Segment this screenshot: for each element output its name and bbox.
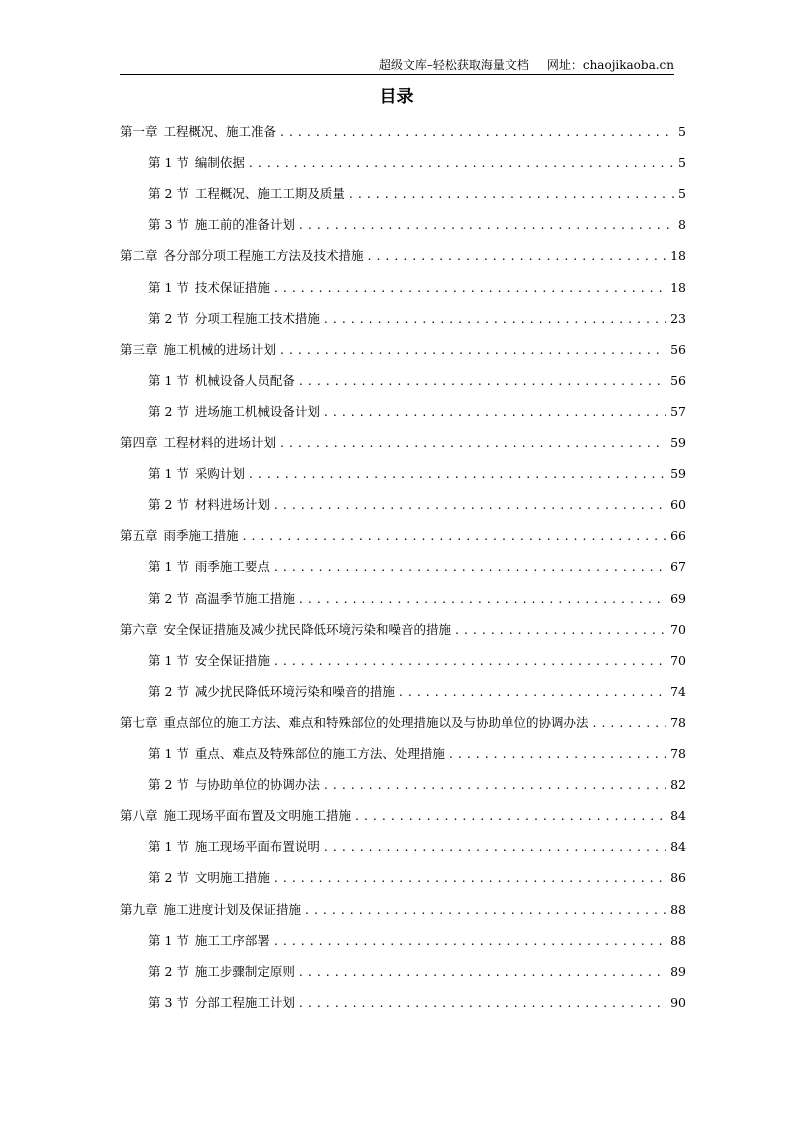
toc-chapter-entry[interactable] [120, 341, 686, 359]
toc-leader-dots [355, 807, 666, 825]
toc-entry-title: 施工工序部署 [194, 932, 270, 948]
toc-entry-title: 技术保证措施 [194, 279, 270, 295]
toc-entry-title: 工程概况、施工工期及质量 [194, 186, 345, 202]
toc-entry-page-number: 89 [670, 963, 686, 979]
toc-chapter-entry[interactable] [120, 714, 686, 732]
toc-leader-dots [274, 558, 666, 576]
toc-entry-label: 第一章 [120, 124, 158, 139]
toc-chapter-entry[interactable] [120, 123, 686, 141]
toc-entry-title: 雨季施工措施 [163, 528, 239, 544]
toc-section-entry[interactable] [148, 776, 686, 794]
toc-entry-page-number: 69 [670, 590, 686, 606]
toc-section-entry[interactable] [148, 185, 686, 203]
toc-entry-page-number: 59 [670, 466, 686, 482]
toc-chapter-entry[interactable] [120, 901, 686, 919]
toc-entry-label: 第五章 [120, 528, 158, 544]
toc-entry-page-number: 18 [670, 248, 686, 264]
toc-entry-label: 第 1 节 [148, 839, 189, 855]
toc-entry-title: 减少扰民降低环境污染和噪音的措施 [194, 683, 395, 699]
toc-leader-dots [299, 963, 666, 981]
toc-section-entry[interactable] [148, 465, 686, 483]
toc-section-entry[interactable] [148, 745, 686, 763]
toc-entry-page-number: 18 [670, 279, 686, 295]
toc-entry-label: 第四章 [120, 435, 158, 450]
page-title: 目录 [379, 87, 414, 107]
toc-section-entry[interactable] [148, 963, 686, 981]
toc-entry-page-number: 56 [670, 341, 686, 357]
toc-entry-page-number: 70 [670, 652, 686, 668]
toc-entry-label: 第 1 节 [148, 372, 189, 388]
toc-entry-label: 第二章 [120, 248, 158, 264]
toc-entry-title: 重点部位的施工方法、难点和特殊部位的处理措施以及与协助单位的协调办法 [163, 714, 589, 730]
toc-entry-page-number: 66 [670, 528, 686, 544]
toc-entry-page-number: 59 [670, 435, 686, 450]
toc-entry-page-number: 23 [670, 310, 686, 326]
toc-leader-dots [243, 527, 667, 545]
toc-entry-title: 高温季节施工措施 [194, 590, 295, 606]
toc-leader-dots [299, 372, 666, 390]
toc-leader-dots [299, 590, 666, 608]
toc-entry-label: 第 2 节 [148, 777, 189, 793]
toc-section-entry[interactable] [148, 869, 686, 887]
toc-entry-page-number: 8 [678, 217, 686, 233]
toc-entry-label: 第 2 节 [148, 497, 189, 513]
toc-entry-page-number: 78 [670, 746, 686, 761]
toc-entry-title: 各分部分项工程施工方法及技术措施 [163, 248, 364, 264]
toc-section-entry[interactable] [148, 683, 686, 701]
toc-entry-title: 与协助单位的协调办法 [194, 777, 320, 793]
toc-entry-page-number: 5 [678, 155, 686, 171]
toc-entry-title: 施工机械的进场计划 [163, 341, 277, 357]
toc-leader-dots [299, 216, 674, 234]
toc-section-entry[interactable] [148, 590, 686, 608]
toc-entry-label: 第 2 节 [148, 683, 189, 699]
toc-entry-label: 第 1 节 [148, 932, 189, 948]
toc-entry-label: 第七章 [120, 714, 158, 730]
toc-entry-title: 施工步骤制定原则 [194, 963, 295, 979]
toc-entry-label: 第 1 节 [148, 155, 189, 171]
toc-entry-title: 工程概况、施工准备 [163, 124, 277, 139]
toc-entry-label: 第 1 节 [148, 652, 189, 668]
toc-section-entry[interactable] [148, 279, 686, 297]
toc-leader-dots [349, 185, 674, 203]
toc-entry-title: 施工现场平面布置说明 [194, 839, 320, 855]
toc-section-entry[interactable] [148, 558, 686, 576]
toc-leader-dots [274, 279, 666, 297]
toc-leader-dots [455, 621, 666, 639]
toc-leader-dots [368, 247, 667, 265]
toc-entry-label: 第 3 节 [148, 994, 189, 1010]
toc-entry-page-number: 88 [670, 932, 686, 948]
toc-entry-title: 采购计划 [194, 466, 245, 482]
toc-leader-dots [274, 496, 666, 514]
toc-entry-label: 第八章 [120, 808, 158, 824]
toc-entry-label: 第 1 节 [148, 466, 189, 482]
toc-entry-title: 施工前的准备计划 [194, 217, 295, 233]
toc-entry-page-number: 84 [670, 839, 686, 855]
toc-entry-title: 编制依据 [194, 155, 245, 171]
toc-leader-dots [274, 869, 666, 887]
toc-entry-page-number: 57 [670, 403, 686, 419]
toc-entry-title: 安全保证措施及减少扰民降低环境污染和噪音的措施 [163, 621, 452, 637]
toc-leader-dots [280, 341, 666, 359]
toc-entry-page-number: 67 [670, 559, 686, 575]
toc-section-entry[interactable] [148, 154, 686, 172]
toc-leader-dots [299, 994, 666, 1012]
toc-chapter-entry[interactable] [120, 807, 686, 825]
header-site-text: 超级文库–轻松获取海量文档 [378, 58, 529, 72]
toc-chapter-entry[interactable] [120, 434, 686, 452]
toc-chapter-entry[interactable] [120, 247, 686, 265]
toc-leader-dots [280, 123, 674, 141]
toc-entry-label: 第 2 节 [148, 870, 189, 886]
toc-leader-dots [274, 932, 666, 950]
toc-section-entry[interactable] [148, 372, 686, 390]
toc-entry-label: 第三章 [120, 341, 158, 357]
toc-entry-page-number: 70 [670, 621, 686, 637]
toc-leader-dots [274, 652, 666, 670]
toc-entry-label: 第 1 节 [148, 279, 189, 295]
toc-entry-title: 分项工程施工技术措施 [194, 310, 320, 326]
toc-entry-page-number: 60 [670, 497, 686, 513]
toc-entry-label: 第 2 节 [148, 186, 189, 202]
toc-entry-page-number: 78 [670, 714, 686, 730]
toc-leader-dots [324, 776, 666, 794]
toc-section-entry[interactable] [148, 216, 686, 234]
toc-entry-title: 进场施工机械设备计划 [194, 403, 320, 419]
toc-section-entry[interactable] [148, 932, 686, 950]
toc-entry-label: 第 3 节 [148, 217, 189, 233]
toc-leader-dots [324, 838, 666, 856]
toc-entry-title: 重点、难点及特殊部位的施工方法、处理措施 [194, 746, 445, 761]
toc-chapter-entry[interactable] [120, 621, 686, 639]
toc-leader-dots [249, 154, 674, 172]
toc-leader-dots [593, 714, 667, 732]
toc-leader-dots [305, 901, 666, 919]
toc-entry-page-number: 84 [670, 808, 686, 824]
toc-entry-page-number: 5 [678, 186, 686, 202]
toc-section-entry[interactable] [148, 496, 686, 514]
toc-entry-label: 第九章 [120, 901, 158, 917]
toc-section-entry[interactable] [148, 838, 686, 856]
toc-entry-title: 施工现场平面布置及文明施工措施 [163, 808, 352, 824]
toc-entry-label: 第 1 节 [148, 746, 189, 761]
toc-section-entry[interactable] [148, 994, 686, 1012]
toc-entry-title: 雨季施工要点 [194, 559, 270, 575]
toc-entry-label: 第 2 节 [148, 403, 189, 419]
toc-leader-dots [249, 465, 666, 483]
toc-leader-dots [324, 403, 666, 421]
toc-entry-page-number: 82 [670, 777, 686, 793]
toc-entry-page-number: 5 [678, 124, 686, 139]
toc-entry-title: 工程材料的进场计划 [163, 435, 277, 450]
toc-leader-dots [280, 434, 666, 452]
toc-entry-title: 安全保证措施 [194, 652, 270, 668]
toc-entry-label: 第 1 节 [148, 559, 189, 575]
toc-leader-dots [324, 310, 666, 328]
toc-section-entry[interactable] [148, 403, 686, 421]
toc-section-entry[interactable] [148, 310, 686, 328]
toc-entry-page-number: 86 [670, 870, 686, 886]
toc-entry-label: 第 2 节 [148, 590, 189, 606]
toc-entry-title: 材料进场计划 [194, 497, 270, 513]
toc-leader-dots [399, 683, 666, 701]
toc-entry-title: 施工进度计划及保证措施 [163, 901, 302, 917]
toc-entry-page-number: 56 [670, 372, 686, 388]
toc-entry-label: 第 2 节 [148, 963, 189, 979]
header-url-text: 网址：chaojikaoba.cn [546, 58, 674, 72]
toc-entry-page-number: 90 [670, 994, 686, 1010]
toc-leader-dots [449, 745, 666, 763]
toc-section-entry[interactable] [148, 652, 686, 670]
toc-entry-title: 文明施工措施 [194, 870, 270, 886]
toc-entry-label: 第 2 节 [148, 310, 189, 326]
toc-chapter-entry[interactable] [120, 527, 686, 545]
toc-entry-title: 分部工程施工计划 [194, 994, 295, 1010]
toc-entry-label: 第六章 [120, 621, 158, 637]
toc-entry-page-number: 88 [670, 901, 686, 917]
toc-entry-title: 机械设备人员配备 [194, 372, 295, 388]
toc-entry-page-number: 74 [670, 683, 686, 699]
